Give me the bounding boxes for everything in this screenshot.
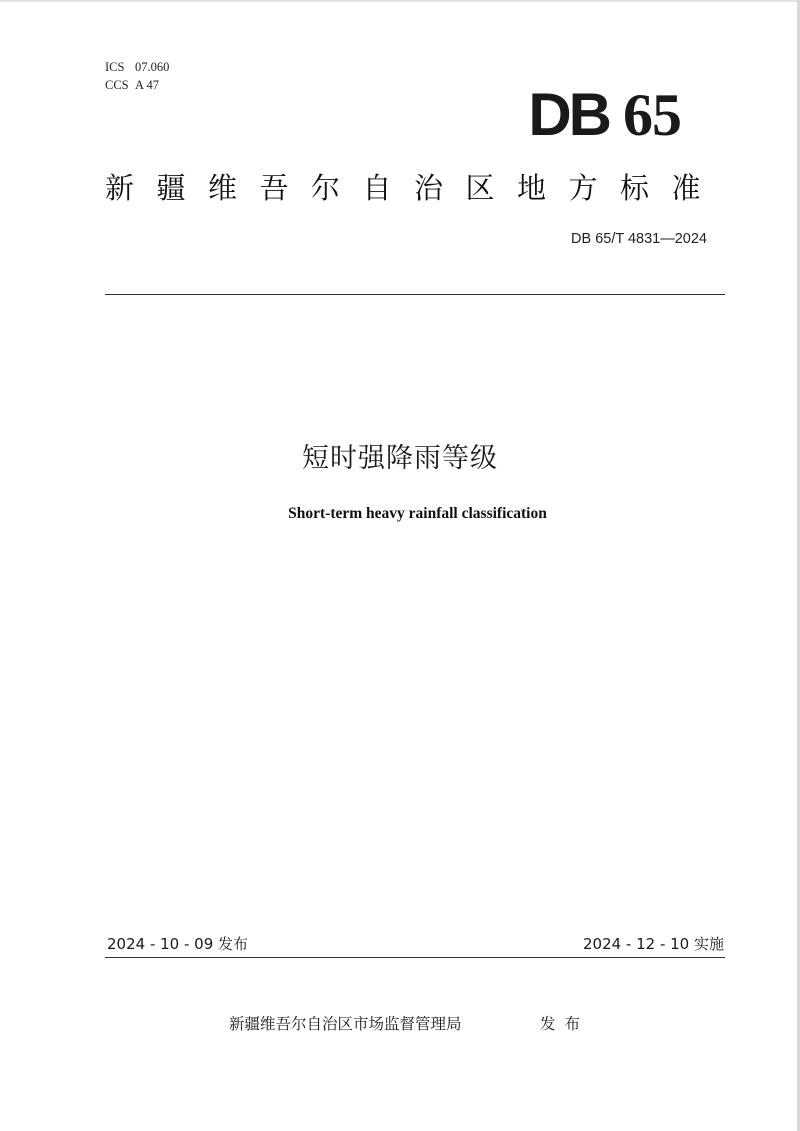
implementation-date: 2024 - 12 - 10 实施	[582, 935, 724, 953]
footer-divider	[105, 957, 725, 958]
db-standard-logo	[506, 81, 681, 148]
publisher-name: 新疆维吾尔自治区市场监督管理局	[229, 1015, 462, 1033]
issue-date: 2024 - 10 - 09 发布	[107, 935, 249, 953]
ccs-line	[105, 76, 169, 94]
ccs-code: A 47	[135, 78, 159, 92]
scan-edge-top	[0, 0, 800, 2]
ics-code: 07.060	[135, 60, 170, 74]
document-title-chinese: 短时强降雨等级	[302, 443, 498, 474]
publish-label: 发布	[540, 1015, 590, 1033]
header-divider	[105, 294, 725, 295]
ccs-label: CCS	[105, 78, 129, 92]
ics-label: ICS	[105, 60, 125, 74]
standard-number: DB 65/T 4831—2024	[571, 231, 707, 247]
logo-prefix: DB	[528, 81, 609, 148]
ics-line	[105, 58, 169, 76]
classification-codes	[105, 58, 169, 94]
document-title-english: Short-term heavy rainfall classification	[288, 505, 547, 522]
standard-type-title: 新疆维吾尔自治区地方标准	[105, 171, 724, 205]
logo-number: 65	[623, 82, 681, 148]
